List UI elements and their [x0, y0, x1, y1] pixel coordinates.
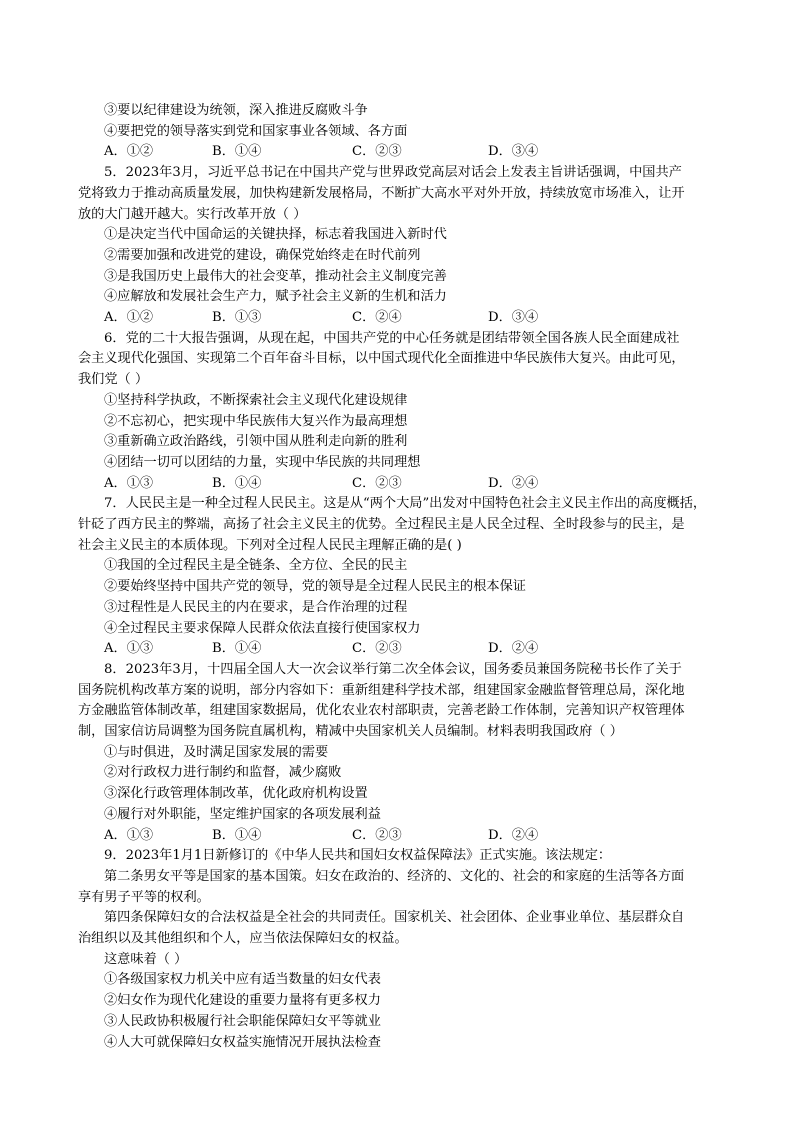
text-line: 针砭了西方民主的弊端，高扬了社会主义民主的优势。全过程民主是人民全过程、全时段参与的民主，是: [78, 517, 685, 532]
text-line: 社会主义民主的本质体现。下列对全过程人民民主理解正确的是( ): [78, 537, 462, 553]
text-line: ①与时俱进，及时满足国家发展的需要: [104, 744, 329, 760]
answer-options-row: [0, 827, 794, 845]
text-line: ②对行政权力进行制约和监督，减少腐败: [104, 765, 342, 781]
text-line: ②要始终坚持中国共产党的领导，党的领导是全过程人民民主的根本保证: [104, 579, 526, 595]
text-line: 第四条保障妇女的合法权益是全社会的共同责任。国家机关、社会团体、企业事业单位、基层群众自: [104, 910, 685, 926]
answer-option: C．②③: [352, 641, 402, 657]
text-line: 治组织以及其他组织和个人，应当依法保障妇女的权益。: [78, 931, 408, 946]
answer-option: D．②④: [488, 827, 539, 843]
answer-option: C．②③: [352, 475, 402, 491]
text-line: ④全过程民主要求保障人民群众依法直接行使国家权力: [104, 620, 421, 636]
answer-option: B．①④: [212, 827, 262, 843]
text-line: 5．2023年3月，习近平总书记在中国共产党与世界政党高层对话会上发表主旨讲话强调，中国共产: [104, 165, 682, 181]
text-line: ①坚持科学执政，不断探索社会主义现代化建设规律: [104, 392, 408, 408]
answer-option: A．①③: [104, 641, 154, 657]
answer-option: B．①③: [212, 310, 262, 325]
text-line: ③要以纪律建设为统领，深入推进反腐败斗争: [104, 103, 368, 118]
answer-option: D．③④: [488, 144, 539, 160]
answer-option: D．②④: [488, 641, 539, 657]
text-line: 7．人民民主是一种全过程人民民主。这是从“两个大局”出发对中国特色社会主义民主作出的高度概括，: [104, 496, 707, 512]
answer-options-row: [0, 143, 794, 161]
answer-options-row: [0, 309, 794, 327]
answer-option: D．③④: [488, 310, 539, 325]
text-line: ②需要加强和改进党的建设，确保党始终走在时代前列: [104, 247, 421, 263]
text-line: 我们党（ ）: [78, 372, 149, 388]
answer-option: A．①③: [104, 827, 154, 843]
answer-option: B．①④: [212, 475, 262, 491]
answer-option: C．②③: [352, 144, 402, 160]
text-line: ④团结一切可以团结的力量，实现中华民族的共同理想: [104, 454, 421, 470]
text-line: ③是我国历史上最伟大的社会变革，推动社会主义制度完善: [104, 268, 447, 284]
answer-option: B．①④: [212, 641, 262, 657]
text-line: 方金融监管体制改革，组建国家数据局，优化农业农村部职责，完善老龄工作体制，完善知识产权管理体: [78, 703, 685, 719]
answer-option: A．①②: [104, 144, 154, 160]
text-line: 制，国家信访局调整为国务院直属机构，精减中央国家机关人员编制。材料表明我国政府（ ）: [78, 724, 623, 739]
text-line: ③重新确立政治路线，引领中国从胜利走向新的胜利: [104, 434, 408, 450]
text-line: ④应解放和发展社会生产力，赋予社会主义新的生机和活力: [104, 289, 447, 305]
text-line: 放的大门越开越大。实行改革开放（ ）: [78, 206, 307, 222]
text-line: 8．2023年3月，十四届全国人大一次会议举行第二次全体会议，国务委员兼国务院秘书长作了关于: [104, 661, 682, 677]
text-line: ④要把党的领导落实到党和国家事业各领域、各方面: [104, 123, 408, 139]
text-line: ③过程性是人民民主的内在要求，是合作治理的过程: [104, 599, 408, 615]
answer-option: C．②③: [352, 827, 402, 843]
answer-option: A．①③: [104, 475, 154, 491]
text-line: 会主义现代化强国、实现第二个百年奋斗目标，以中国式现代化全面推进中华民族伟大复兴。由此可见，: [78, 351, 685, 367]
text-line: ①我国的全过程民主是全链条、全方位、全民的民主: [104, 558, 408, 574]
text-line: ④履行对外职能，坚定维护国家的各项发展利益: [104, 806, 381, 822]
text-line: 这意味着（ ）: [104, 951, 188, 967]
text-line: ①是决定当代中国命运的关键抉择，标志着我国进入新时代: [104, 227, 447, 243]
answer-option: D．②④: [488, 475, 539, 491]
text-line: ②妇女作为现代化建设的重要力量将有更多权力: [104, 993, 381, 1009]
text-line: 9．2023年1月1日新修订的《中华人民共和国妇女权益保障法》正式实施。该法规定：: [104, 848, 612, 864]
text-line: 6．党的二十大报告强调，从现在起，中国共产党的中心任务就是团结带领全国各族人民全面建成社: [104, 330, 680, 346]
answer-option: C．②④: [352, 310, 402, 325]
answer-option: A．①②: [104, 310, 154, 325]
text-line: ②不忘初心，把实现中华民族伟大复兴作为最高理想: [104, 413, 408, 429]
text-line: 第二条男女平等是国家的基本国策。妇女在政治的、经济的、文化的、社会的和家庭的生活等各方面: [104, 868, 685, 884]
text-line: 党将致力于推动高质量发展，加快构建新发展格局，不断扩大高水平对外开放，持续放宽市场准入，让开: [78, 185, 685, 201]
answer-options-row: [0, 640, 794, 658]
text-line: ③深化行政管理体制改革，优化政府机构设置: [104, 786, 368, 802]
text-line: ④人大可就保障妇女权益实施情况开展执法检查: [104, 1034, 381, 1050]
text-line: 国务院机构改革方案的说明，部分内容如下：重新组建科学技术部，组建国家金融监督管理总局，深化地: [78, 682, 685, 698]
text-line: ③人民政协积极履行社会职能保障妇女平等就业: [104, 1013, 381, 1029]
text-line: ①各级国家权力机关中应有适当数量的妇女代表: [104, 972, 381, 988]
text-line: 享有男子平等的权利。: [78, 889, 210, 905]
answer-options-row: [0, 475, 794, 493]
answer-option: B．①④: [212, 144, 262, 160]
